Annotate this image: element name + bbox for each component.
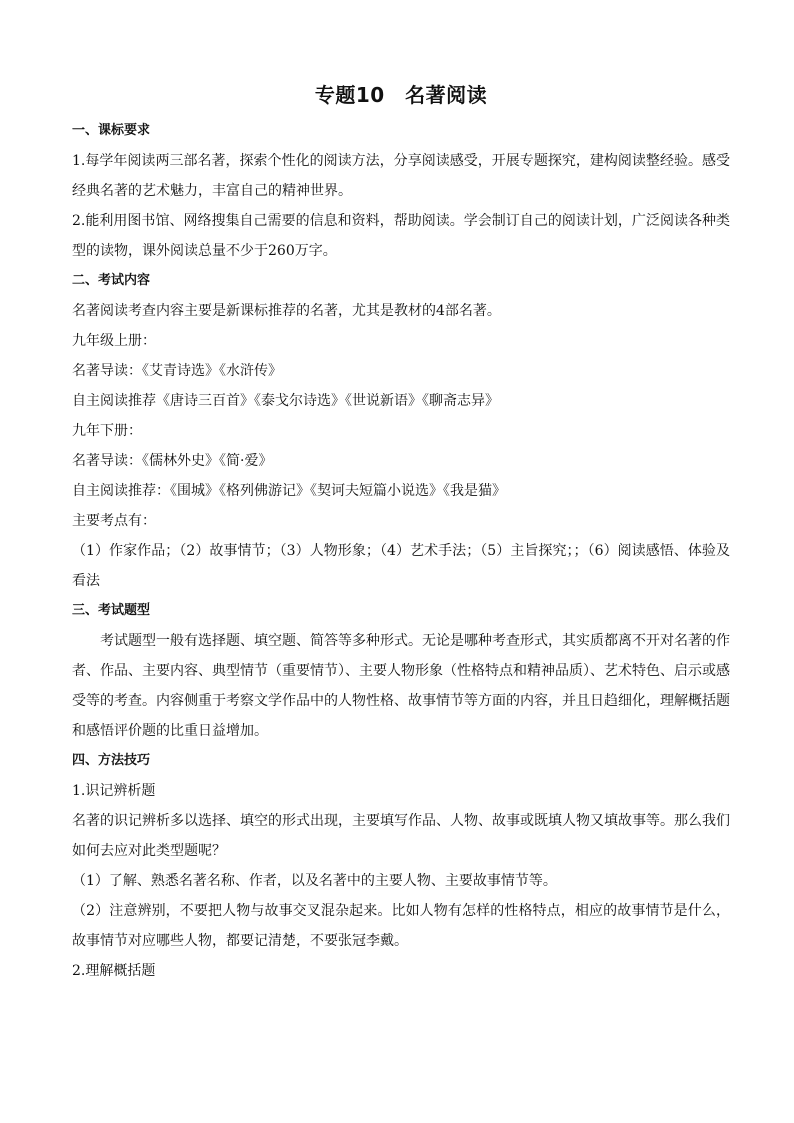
paragraph: 2.理解概括题	[72, 963, 156, 979]
paragraph: 自主阅读推荐：《围城》《格列佛游记》《契诃夫短篇小说选》《我是猫》	[72, 483, 506, 499]
paragraph: 主要考点有：	[72, 513, 156, 529]
paragraph: 自主阅读推荐《唐诗三百首》《泰戈尔诗选》《世说新语》《聊斋志异》	[72, 393, 499, 409]
paragraph: 名著导读：《艾青诗选》《水浒传》	[72, 363, 282, 379]
paragraph: 1.每学年阅读两三部名著，探索个性化的阅读方法，分享阅读感受，开展专题探究，建构阅读整经验。感受经典名著的艺术魅力，丰富自己的精神世界。	[72, 153, 730, 199]
paragraph: 考试题型一般有选择题、填空题、简答等多种形式。无论是哪种考查形式，其实质都离不开对名著的作者、作品、主要内容、典型情节（重要情节）、主要人物形象（性格特点和精神品质）、艺术特色、启示或感受等的考查。内容侧重于考察文学作品中的人物性格、故事情节等方面的内容，并且日趋细化，理解概括题和感悟评价题的比重日益增加。	[72, 633, 730, 739]
paragraph: （1）了解、熟悉名著名称、作者，以及名著中的主要人物、主要故事情节等。	[72, 873, 557, 889]
paragraph: 2.能利用图书馆、网络搜集自己需要的信息和资料，帮助阅读。学会制订自己的阅读计划，广泛阅读各种类型的读物，课外阅读总量不少于260万字。	[72, 213, 730, 259]
section-heading-methods: 四、方法技巧	[72, 753, 151, 768]
paragraph: 1.识记辨析题	[72, 783, 156, 799]
section-heading-question-types: 三、考试题型	[72, 603, 151, 618]
paragraph: 名著阅读考查内容主要是新课标推荐的名著，尤其是教材的4部名著。	[72, 303, 501, 319]
section-heading-curriculum: 一、课标要求	[72, 123, 151, 138]
section-heading-exam-content: 二、考试内容	[72, 273, 151, 288]
paragraph: 名著导读：《儒林外史》《简·爱》	[72, 453, 273, 469]
page-title: 专题10 名著阅读	[314, 83, 488, 107]
paragraph: （2）注意辨别，不要把人物与故事交叉混杂起来。比如人物有怎样的性格特点，相应的故事情节是什么，故事情节对应哪些人物，都要记清楚，不要张冠李戴。	[72, 903, 730, 949]
document-page	[72, 80, 730, 986]
paragraph: （1）作家作品；（2）故事情节；（3）人物形象；（4）艺术手法；（5）主旨探究；；（6）阅读感悟、体验及看法	[72, 543, 730, 589]
paragraph: 九年下册：	[72, 423, 142, 439]
paragraph: 名著的识记辨析多以选择、填空的形式出现，主要填写作品、人物、故事或既填人物又填故事等。那么我们如何去应对此类型题呢？	[72, 813, 730, 859]
paragraph: 九年级上册：	[72, 333, 156, 349]
